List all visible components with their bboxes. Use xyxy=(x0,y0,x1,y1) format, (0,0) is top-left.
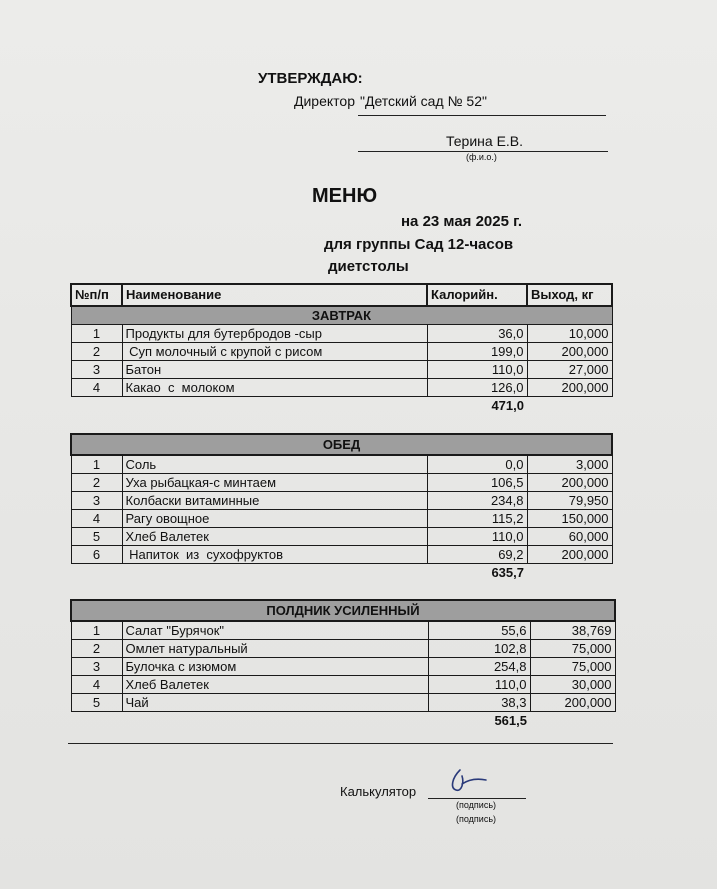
row-yield: 30,000 xyxy=(530,676,615,694)
row-kcal: 234,8 xyxy=(427,492,527,510)
row-kcal: 0,0 xyxy=(427,455,527,474)
row-num: 2 xyxy=(71,474,122,492)
total-row xyxy=(71,564,612,582)
snack-total: 561,5 xyxy=(494,713,527,728)
row-yield: 3,000 xyxy=(527,455,612,474)
row-yield: 200,000 xyxy=(530,694,615,712)
row-kcal: 254,8 xyxy=(428,658,530,676)
row-num: 3 xyxy=(71,361,122,379)
row-name: Напиток из сухофруктов xyxy=(122,546,427,564)
row-name: Хлеб Валетек xyxy=(122,676,428,694)
col-yield-header: Выход, кг xyxy=(527,284,612,306)
row-name: Хлеб Валетек xyxy=(122,528,427,546)
row-name: Суп молочный с крупой с рисом xyxy=(122,343,427,361)
row-num: 6 xyxy=(71,546,122,564)
table-row xyxy=(71,640,615,658)
row-kcal: 110,0 xyxy=(428,676,530,694)
row-yield: 200,000 xyxy=(527,343,612,361)
row-kcal: 106,5 xyxy=(427,474,527,492)
table-row xyxy=(71,694,615,712)
lunch-total: 635,7 xyxy=(491,565,524,580)
row-name: Колбаски витаминные xyxy=(122,492,427,510)
table-row xyxy=(71,510,612,528)
row-num: 5 xyxy=(71,694,122,712)
row-yield: 60,000 xyxy=(527,528,612,546)
footer-divider xyxy=(68,743,613,744)
signature-caption: (подпись) xyxy=(456,800,497,810)
fio-caption: (ф.и.о.) xyxy=(466,152,497,162)
row-num: 1 xyxy=(71,621,122,640)
row-name: Рагу овощное xyxy=(122,510,427,528)
signature-line xyxy=(428,798,526,799)
table-row xyxy=(71,379,612,397)
row-num: 1 xyxy=(71,455,122,474)
table-row xyxy=(71,676,615,694)
row-kcal: 102,8 xyxy=(428,640,530,658)
row-num: 3 xyxy=(71,658,122,676)
snack-table xyxy=(70,599,616,729)
table-row xyxy=(71,455,612,474)
lunch-table xyxy=(70,433,613,581)
menu-date: на 23 мая 2025 г. xyxy=(401,213,523,230)
row-num: 2 xyxy=(71,640,122,658)
menu-group: для группы Сад 12-часов xyxy=(324,236,514,253)
table-row xyxy=(71,546,612,564)
table-row xyxy=(71,361,612,379)
row-name: Какао с молоком xyxy=(122,379,427,397)
row-num: 3 xyxy=(71,492,122,510)
section-title: ЗАВТРАК xyxy=(71,306,612,325)
breakfast-total: 471,0 xyxy=(491,398,524,413)
row-num: 4 xyxy=(71,379,122,397)
row-yield: 150,000 xyxy=(527,510,612,528)
row-name: Продукты для бутербродов -сыр xyxy=(122,325,427,343)
row-kcal: 126,0 xyxy=(427,379,527,397)
row-kcal: 115,2 xyxy=(427,510,527,528)
row-num: 1 xyxy=(71,325,122,343)
row-name: Салат "Бурячок" xyxy=(122,621,428,640)
menu-title: МЕНЮ xyxy=(312,185,378,207)
row-name: Соль xyxy=(122,455,427,474)
row-kcal: 55,6 xyxy=(428,621,530,640)
table-row xyxy=(71,621,615,640)
approve-heading: УТВЕРЖДАЮ: xyxy=(258,70,363,87)
row-num: 2 xyxy=(71,343,122,361)
row-name: Батон xyxy=(122,361,427,379)
total-row xyxy=(71,712,615,730)
section-header-lunch xyxy=(71,434,612,455)
director-label: Директор xyxy=(294,93,355,109)
row-kcal: 38,3 xyxy=(428,694,530,712)
col-kcal-header: Калорийн. xyxy=(427,284,527,306)
table-row xyxy=(71,658,615,676)
row-yield: 200,000 xyxy=(527,546,612,564)
director-value: "Детский сад № 52" xyxy=(360,93,487,109)
row-name: Булочка с изюмом xyxy=(122,658,428,676)
table-row xyxy=(71,492,612,510)
row-name: Чай xyxy=(122,694,428,712)
table-row xyxy=(71,474,612,492)
director-underline xyxy=(358,115,606,116)
row-num: 5 xyxy=(71,528,122,546)
breakfast-table xyxy=(70,283,613,414)
row-yield: 200,000 xyxy=(527,379,612,397)
row-kcal: 36,0 xyxy=(427,325,527,343)
row-name: Уха рыбацкая-с минтаем xyxy=(122,474,427,492)
table-row xyxy=(71,528,612,546)
calculator-label: Калькулятор xyxy=(340,784,417,799)
col-num-header: №п/п xyxy=(71,284,122,306)
table-row xyxy=(71,343,612,361)
fio-value: Терина Е.В. xyxy=(446,133,524,149)
row-yield: 75,000 xyxy=(530,640,615,658)
row-name: Омлет натуральный xyxy=(122,640,428,658)
table-header-row xyxy=(71,284,612,306)
table-row xyxy=(71,325,612,343)
col-name-header: Наименование xyxy=(122,284,427,306)
section-title: ПОЛДНИК УСИЛЕННЫЙ xyxy=(71,600,615,621)
row-kcal: 110,0 xyxy=(427,528,527,546)
section-title: ОБЕД xyxy=(71,434,612,455)
row-yield: 38,769 xyxy=(530,621,615,640)
row-kcal: 69,2 xyxy=(427,546,527,564)
row-yield: 75,000 xyxy=(530,658,615,676)
row-yield: 200,000 xyxy=(527,474,612,492)
row-kcal: 199,0 xyxy=(427,343,527,361)
row-kcal: 110,0 xyxy=(427,361,527,379)
section-header-snack xyxy=(71,600,615,621)
row-num: 4 xyxy=(71,510,122,528)
row-yield: 79,950 xyxy=(527,492,612,510)
row-yield: 27,000 xyxy=(527,361,612,379)
total-row xyxy=(71,397,612,415)
row-yield: 10,000 xyxy=(527,325,612,343)
menu-diet: диетстолы xyxy=(328,258,409,275)
section-header-breakfast xyxy=(71,306,612,325)
handwritten-signature xyxy=(448,764,488,796)
signature-caption-2: (подпись) xyxy=(456,814,497,824)
row-num: 4 xyxy=(71,676,122,694)
